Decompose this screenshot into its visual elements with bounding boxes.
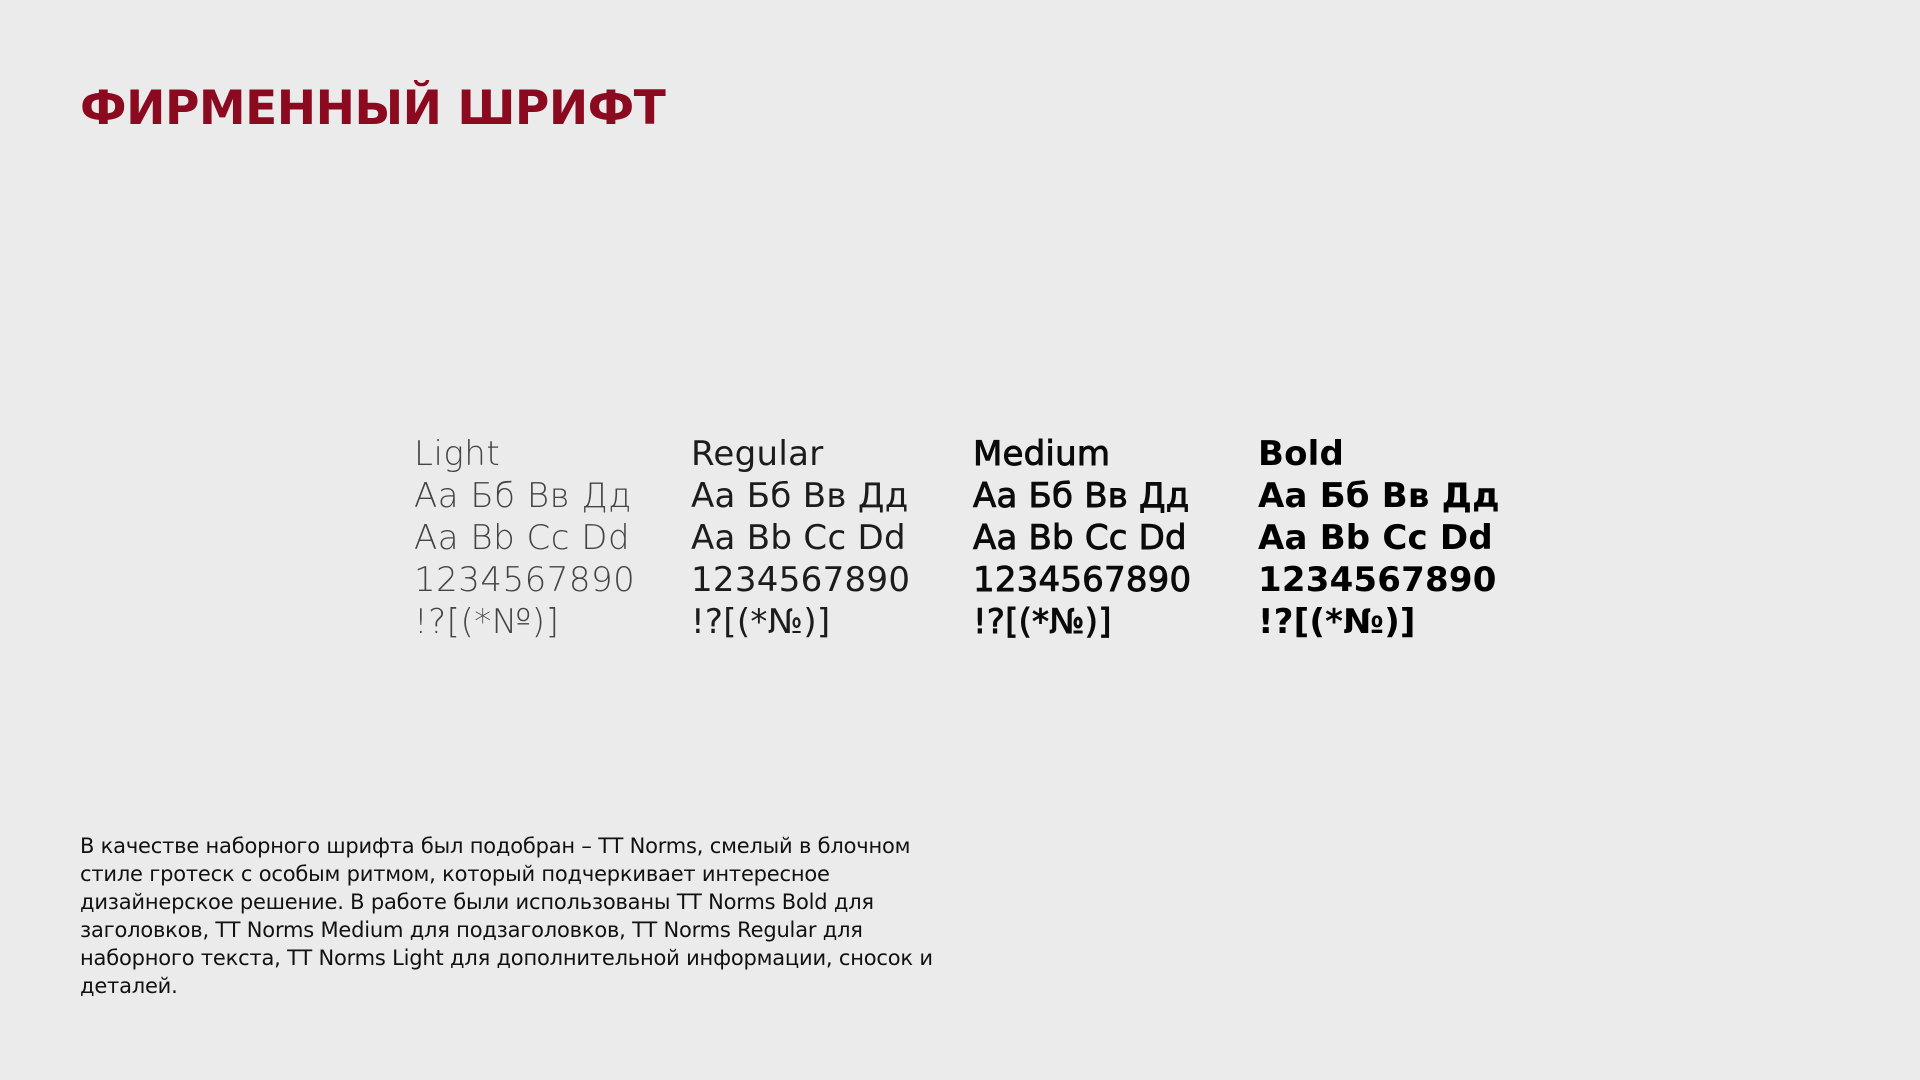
symbols-sample-regular: !?[(*№)] bbox=[691, 602, 831, 642]
cyrillic-sample-regular: Аа Бб Вв Дд bbox=[691, 476, 909, 516]
digits-sample-regular: 1234567890 bbox=[691, 560, 911, 600]
weight-name-regular: Regular bbox=[691, 434, 824, 474]
cyrillic-sample-bold: Аа Бб Вв Дд bbox=[1258, 476, 1500, 516]
symbols-sample-medium: !?[(*№)] bbox=[973, 602, 1112, 642]
weight-name-medium: Medium bbox=[973, 434, 1111, 474]
specimen-medium bbox=[973, 433, 1191, 643]
page-title: ФИРМЕННЫЙ ШРИФТ bbox=[80, 81, 666, 136]
specimen-light bbox=[414, 433, 635, 643]
font-description: В качестве наборного шрифта был подобран – TT Norms, смелый в блочном стиле гротеск с особым ритмом, который подчеркивает интересное дизайнерское решение. В работе были использованы TT Norms Bold для заголовков, TT Norms Medium для подзаголовков, TT Norms Regular для наборного текста, TT Norms Light для дополнительной информации, сносок и деталей. bbox=[80, 834, 933, 998]
specimen-bold bbox=[1258, 433, 1500, 643]
symbols-sample-bold: !?[(*№)] bbox=[1258, 602, 1416, 642]
latin-sample-medium: Aa Bb Cc Dd bbox=[973, 518, 1187, 558]
latin-sample-regular: Aa Bb Cc Dd bbox=[691, 518, 906, 558]
digits-sample-light: 1234567890 bbox=[414, 560, 636, 600]
cyrillic-sample-medium: Аа Бб Вв Дд bbox=[973, 476, 1190, 516]
digits-sample-medium: 1234567890 bbox=[973, 560, 1192, 600]
latin-sample-bold: Aa Bb Cc Dd bbox=[1258, 518, 1493, 558]
weight-name-bold: Bold bbox=[1258, 434, 1345, 474]
digits-sample-bold: 1234567890 bbox=[1258, 560, 1497, 600]
specimen-regular bbox=[691, 433, 910, 643]
latin-sample-light: Aa Bb Cc Dd bbox=[414, 518, 631, 558]
font-specimen-grid bbox=[0, 433, 1920, 653]
symbols-sample-light: !?[(*№)] bbox=[414, 602, 560, 642]
weight-name-light: Light bbox=[414, 434, 501, 474]
cyrillic-sample-light: Аа Бб Вв Дд bbox=[414, 476, 632, 516]
